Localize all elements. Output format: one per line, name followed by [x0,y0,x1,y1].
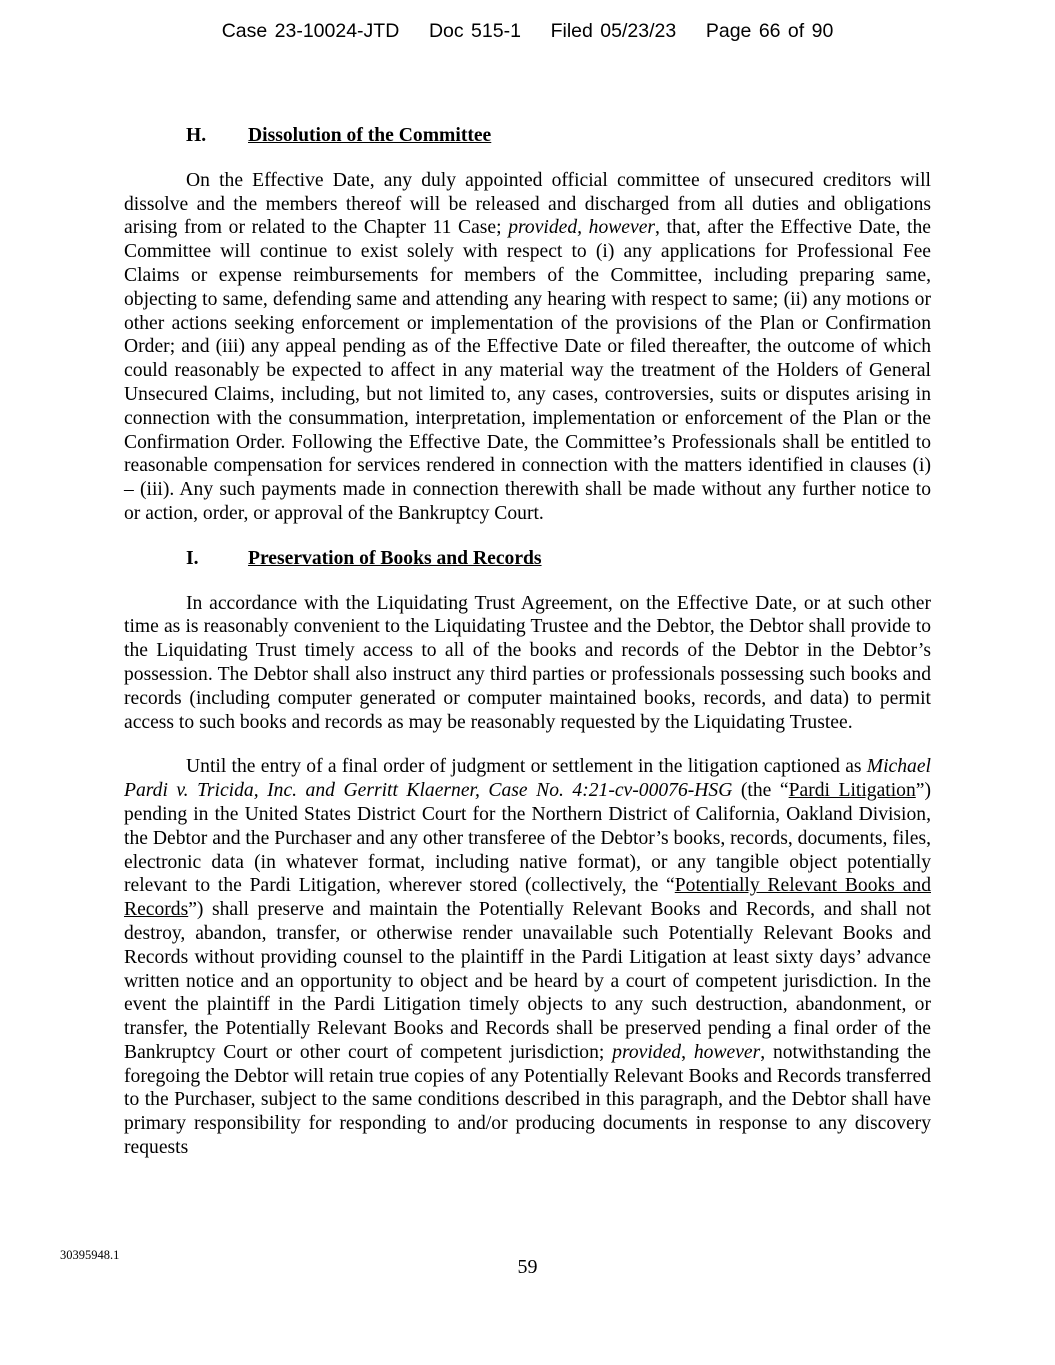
text-run: Until the entry of a final order of judgment or settlement in the litigation captioned as [186,756,867,778]
section-heading-h [124,124,931,148]
section-title: Dissolution of the Committee [248,125,492,146]
document-body [124,124,931,1181]
document-id: 30395948.1 [60,1248,120,1262]
section-heading-i [124,547,931,571]
section-number: H. [186,125,207,146]
text-run: ”) shall preserve and maintain the Potentially Relevant Books and Records, and shall not destroy, abandon, transfer, or otherwise render unavailable such Potentially Relevant Books and Records without providing counsel to the plaintiff in the Pardi Litigation at least sixty days’ advance written notice and an opportunity to object and be heard by a court of competent jurisdiction. In the event the plaintiff in the Pardi Litigation timely objects to any such destruction, abandonment, or transfer, the Potentially Relevant Books and Records shall be preserved pending a final order of the Bankruptcy Court or other court of competent jurisdiction; [124,899,931,1063]
case-caption: Michael Pardi v. Tricida, Inc. and Gerritt Klaerner, Case No. 4:21-cv-00076-HSG [124,756,931,802]
text-run: ”) pending in the United States District Court for the Northern District of California, Oakland Division, the Debtor and the Purchaser and any other transferee of the Debtor’s books, records, documents, files, electronic data (in whatever format, including native format), or any tangible object potentially relevant to the Pardi Litigation, wherever stored (collectively, the “ [124,780,931,897]
text-run: On the Effective Date, any duly appointed official committee of unsecured creditors will dissolve and the members thereof will be released and discharged from all duties and obligations arising from or related to the Chapter 11 Case; [124,169,931,239]
section-number: I. [186,547,199,569]
defined-term: Potentially Relevant Books and Records [124,875,931,921]
italic-run: however [693,1041,761,1063]
page-number: 59 [517,1256,538,1278]
text-run: , [681,1041,694,1063]
case-filing-header: Case 23-10024-JTD Doc 515-1 Filed 05/23/23 Page 66 of 90 [221,20,834,42]
text-run: (the “ [732,780,789,802]
italic-run: provided, however [508,217,656,239]
text-run: , that, after the Effective Date, the Committee will continue to exist solely with respect to (i) any applications for Professional Fee Claims or expense reimbursements for members of the Committee, including preparing same, objecting to same, defending same and attending any hearing with respect to same; (ii) any motions or other actions seeking enforcement or implementation of the provisions of the Plan or Confirmation Order; and (iii) any appeal pending as of the Effective Date or filed thereafter, the outcome of which could reasonably be expected to affect in any material way the treatment of the Holders of General Unsecured Claims, including, but not limited to, any cases, controversies, suits or disputes arising in connection with the consummation, interpretation, implementation or enforcement of the Plan or the Confirmation Order. Following the Effective Date, the Committee’s Professionals shall be entitled to reasonable compensation for services rendered in connection with the matters identified in clauses (i) – (iii). Any such payments made in connection therewith shall be made without any further notice to or action, order, or approval of the Bankruptcy Court. [124,217,931,524]
defined-term: Pardi Litigation [788,780,916,802]
section-title: Preservation of Books and Records [248,547,542,569]
books-records-access-paragraph: In accordance with the Liquidating Trust Agreement, on the Effective Date, or at such other time as is reasonably convenient to the Liquidating Trustee and the Debtor, the Debtor shall provide to the Liquidating Trust timely access to all of the books and records of the Debtor in the Debtor’s possession. The Debtor shall also instruct any third parties or professionals possessing such books and records (including computer generated or computer maintained books, records, and data) to permit access to such books and records as may be reasonably requested by the Liquidating Trustee. [124,592,931,733]
pardi-litigation-paragraph [124,755,931,1160]
dissolution-paragraph [124,169,931,526]
italic-run: provided [612,1041,682,1063]
text-run: , notwithstanding the foregoing the Debtor will retain true copies of any Potentially Relevant Books and Records transferred to the Purchaser, subject to the same conditions described in this paragraph, and the Debtor shall have primary responsibility for responding to and/or producing documents in response to any discovery requests [124,1041,932,1159]
